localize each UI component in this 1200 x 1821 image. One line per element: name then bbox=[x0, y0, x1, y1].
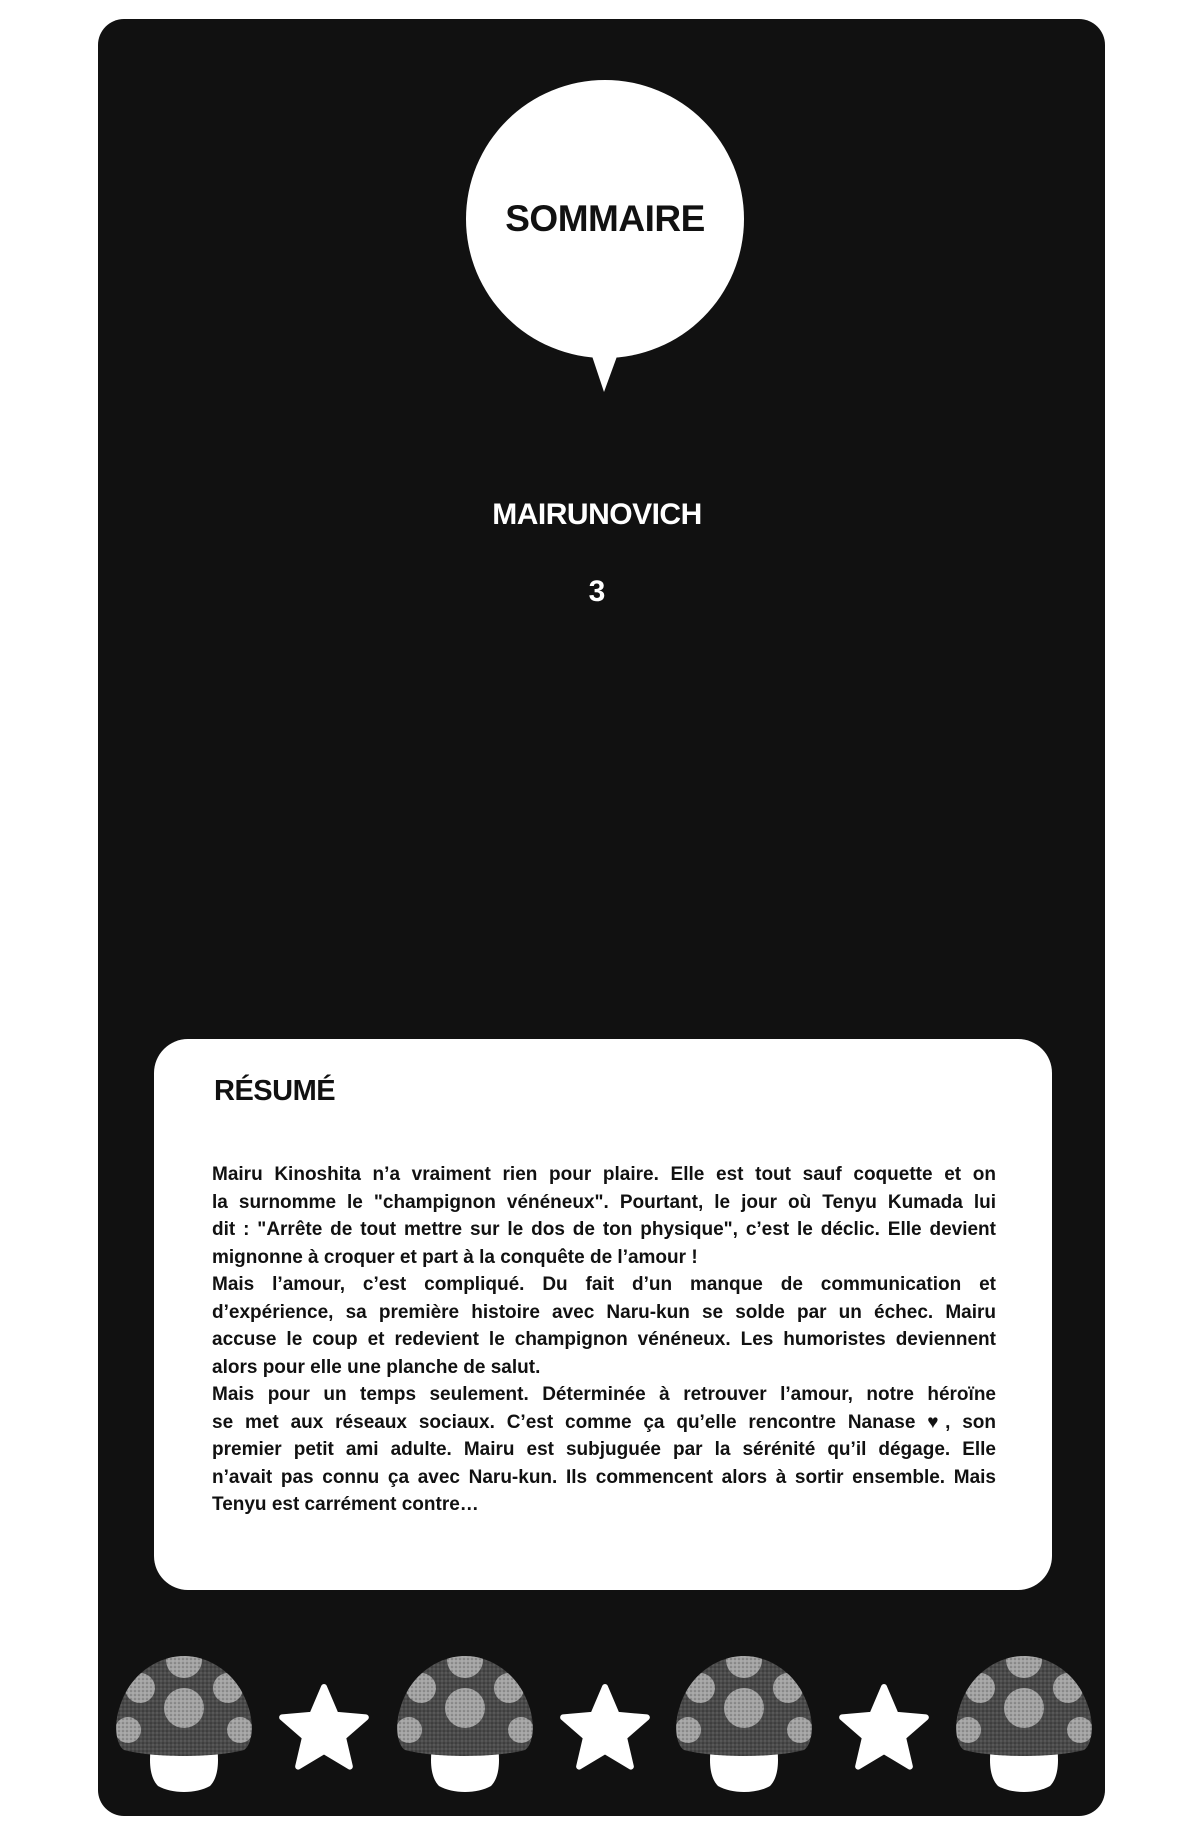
mushroom-icon bbox=[955, 1642, 1093, 1792]
summary-line: Tenyu est carrément contre… bbox=[212, 1494, 479, 1515]
summary-text bbox=[212, 1161, 996, 1519]
summary-line: se met aux réseaux sociaux. C’est comme ça qu’elle rencontre Nanase ♥, son bbox=[212, 1411, 996, 1433]
summary-line: mignonne à croquer et part à la conquête de l’amour ! bbox=[212, 1246, 698, 1268]
star-icon bbox=[563, 1687, 647, 1767]
summary-line: Mais pour un temps seulement. Déterminée à retrouver l’amour, notre héroïne bbox=[212, 1384, 996, 1405]
summary-paragraph bbox=[212, 1161, 996, 1271]
summary-paragraph bbox=[212, 1381, 996, 1519]
page-title: SOMMAIRE bbox=[505, 198, 705, 239]
summary-line: premier petit ami adulte. Mairu est subjuguée par la sérénité qu’il dégage. Elle bbox=[212, 1439, 996, 1460]
summary-line: n’avait pas connu ça avec Naru-kun. Ils commencent alors à sortir ensemble. Mais bbox=[212, 1466, 996, 1488]
summary-heading: RÉSUMÉ bbox=[214, 1075, 336, 1107]
summary-line: Mais l’amour, c’est compliqué. Du fait d’un manque de communication et bbox=[212, 1274, 996, 1295]
mushroom-icon bbox=[115, 1642, 253, 1792]
star-icon bbox=[842, 1687, 926, 1767]
volume-number: 3 bbox=[588, 575, 606, 608]
decoration-row bbox=[0, 1620, 1200, 1820]
summary-line: Mairu Kinoshita n’a vraiment rien pour plaire. Elle est tout sauf coquette et on bbox=[212, 1164, 996, 1185]
summary-line: alors pour elle une planche de salut. bbox=[212, 1356, 541, 1378]
summary-line: accuse le coup et redevient le champignon vénéneux. Les humoristes deviennent bbox=[212, 1329, 996, 1350]
summary-line: dit : "Arrête de tout mettre sur le dos de ton physique", c’est le déclic. Elle devient bbox=[212, 1219, 996, 1240]
mushroom-icon bbox=[675, 1642, 813, 1792]
star-icon bbox=[282, 1687, 366, 1767]
mushroom-icon bbox=[396, 1642, 534, 1792]
series-title: MAIRUNOVICH bbox=[492, 498, 702, 531]
summary-line: la surnomme le "champignon vénéneux". Pourtant, le jour où Tenyu Kumada lui bbox=[212, 1191, 996, 1213]
summary-paragraph bbox=[212, 1271, 996, 1381]
summary-box bbox=[154, 1039, 1052, 1590]
summary-line: d’expérience, sa première histoire avec Naru-kun se solde par un échec. Mairu bbox=[212, 1301, 996, 1323]
